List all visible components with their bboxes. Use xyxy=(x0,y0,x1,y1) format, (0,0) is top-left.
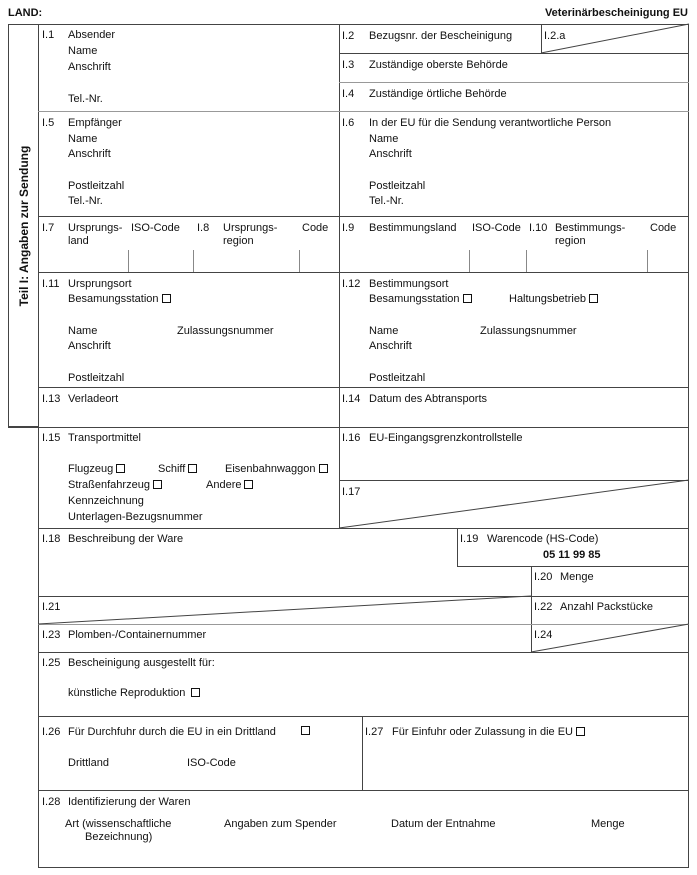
field-number: I.2.a xyxy=(544,30,566,42)
row-divider xyxy=(38,387,689,388)
field-title: Absender xyxy=(68,29,116,41)
field-title: Bestimmungs- xyxy=(555,222,626,234)
row-divider xyxy=(38,272,689,273)
field-number: I.19 xyxy=(460,533,479,545)
field-number: I.3 xyxy=(342,59,355,71)
checkbox-label: künstliche Reproduktion xyxy=(68,687,186,699)
strike-through-i24 xyxy=(531,624,689,652)
checkbox-label: Besamungsstation xyxy=(68,293,159,305)
field-number: I.9 xyxy=(342,222,355,234)
field-title: Ursprungs- xyxy=(68,222,123,234)
checkbox-holding[interactable] xyxy=(589,294,598,303)
field-title: region xyxy=(555,235,586,247)
field-title: Bescheinigung ausgestellt für: xyxy=(68,657,215,669)
row-divider xyxy=(38,111,689,112)
field-title: Plomben-/Containernummer xyxy=(68,629,207,641)
field-subtitle: Name xyxy=(369,325,399,337)
checkbox-ship[interactable] xyxy=(188,464,197,473)
field-title: Transportmittel xyxy=(68,432,141,444)
field-subtitle: Kennzeichnung xyxy=(68,495,144,507)
part-one-side-label xyxy=(8,24,38,427)
field-title: Menge xyxy=(560,571,594,583)
field-title: Ursprungsort xyxy=(68,278,132,290)
checkbox-semen-station-origin[interactable] xyxy=(162,294,171,303)
field-title: Bezugsnr. der Bescheinigung xyxy=(369,30,513,42)
checkbox-label: Schiff xyxy=(158,463,186,475)
checkbox-label: Haltungsbetrieb xyxy=(509,293,587,305)
code-label: Code xyxy=(650,222,677,234)
field-subtitle: Name xyxy=(68,45,98,57)
cell-divider xyxy=(469,250,470,272)
cell-divider xyxy=(362,716,363,790)
row-divider xyxy=(339,53,689,54)
field-title: EU-Eingangsgrenzkontrollstelle xyxy=(369,432,523,444)
field-subtitle: Postleitzahl xyxy=(369,372,426,384)
strike-through-i17 xyxy=(339,480,689,528)
checkbox-railway-wagon[interactable] xyxy=(319,464,328,473)
column-divider xyxy=(339,24,340,528)
field-subtitle: Name xyxy=(68,133,98,145)
field-title: Verladeort xyxy=(68,393,119,405)
field-title: region xyxy=(223,235,254,247)
field-subtitle: Anschrift xyxy=(68,61,111,73)
field-number: I.18 xyxy=(42,533,61,545)
row-divider xyxy=(457,566,689,567)
field-number: I.24 xyxy=(534,629,553,641)
checkbox-label: Straßenfahrzeug xyxy=(68,479,150,491)
column-header-quantity: Menge xyxy=(591,818,625,830)
field-subtitle: Zulassungsnummer xyxy=(480,325,577,337)
code-label: Code xyxy=(302,222,329,234)
checkbox-semen-station-destination[interactable] xyxy=(463,294,472,303)
checkbox-artificial-reproduction[interactable] xyxy=(191,688,200,697)
field-number: I.8 xyxy=(197,222,210,234)
row-divider xyxy=(339,82,689,83)
field-subtitle: Postleitzahl xyxy=(68,180,125,192)
row-divider xyxy=(38,652,689,653)
cell-divider xyxy=(193,250,194,272)
iso-code-label: ISO-Code xyxy=(187,757,236,769)
checkbox-aeroplane[interactable] xyxy=(116,464,125,473)
field-title: Empfänger xyxy=(68,117,122,129)
field-number: I.26 xyxy=(42,726,61,738)
field-number: I.25 xyxy=(42,657,61,669)
checkbox-import[interactable] xyxy=(576,727,585,736)
cell-divider xyxy=(128,250,129,272)
side-label-text: Teil I: Angaben zur Sendung xyxy=(16,145,31,306)
field-subtitle: Name xyxy=(369,133,399,145)
field-subtitle: Anschrift xyxy=(68,148,111,160)
checkbox-label: Besamungsstation xyxy=(369,293,460,305)
field-number: I.7 xyxy=(42,222,55,234)
field-title: Ursprungs- xyxy=(223,222,278,234)
checkbox-label: Andere xyxy=(206,479,242,491)
field-number: I.27 xyxy=(365,726,384,738)
field-subtitle: Unterlagen-Bezugsnummer xyxy=(68,511,203,523)
row-divider xyxy=(38,216,689,217)
field-title: Bestimmungsort xyxy=(369,278,449,290)
field-number: I.4 xyxy=(342,88,355,100)
field-title: Zuständige örtliche Behörde xyxy=(369,88,507,100)
field-number: I.16 xyxy=(342,432,361,444)
field-number: I.22 xyxy=(534,601,553,613)
cell-divider xyxy=(647,250,648,272)
iso-code-label: ISO-Code xyxy=(472,222,521,234)
field-subtitle: Postleitzahl xyxy=(68,372,125,384)
field-subtitle: Name xyxy=(68,325,98,337)
field-title: Warencode (HS-Code) xyxy=(487,533,599,545)
hs-code-value: 05 11 99 85 xyxy=(543,549,601,561)
field-number: I.5 xyxy=(42,117,55,129)
field-title: Beschreibung der Ware xyxy=(68,533,184,545)
row-divider xyxy=(8,427,689,428)
country-label: LAND: xyxy=(8,7,43,19)
field-number: I.2 xyxy=(342,30,355,42)
field-title: Bestimmungsland xyxy=(369,222,457,234)
checkbox-label: Flugzeug xyxy=(68,463,114,475)
column-header-species: Bezeichnung) xyxy=(85,831,153,843)
field-number: I.11 xyxy=(42,278,60,290)
cell-divider xyxy=(299,250,300,272)
field-title: Anzahl Packstücke xyxy=(560,601,653,613)
field-subtitle: Zulassungsnummer xyxy=(177,325,274,337)
field-title: Für Durchfuhr durch die EU in ein Drittland xyxy=(68,726,276,738)
field-subtitle: Postleitzahl xyxy=(369,180,426,192)
field-title: land xyxy=(68,235,89,247)
field-subtitle: Anschrift xyxy=(369,148,412,160)
row-divider xyxy=(38,790,689,791)
field-number: I.20 xyxy=(534,571,553,583)
row-divider xyxy=(38,528,689,529)
field-subtitle: Tel.-Nr. xyxy=(369,195,404,207)
checkbox-transit[interactable] xyxy=(301,726,310,735)
field-number: I.6 xyxy=(342,117,355,129)
field-number: I.1 xyxy=(42,29,55,41)
field-number: I.15 xyxy=(42,432,61,444)
field-subtitle: Anschrift xyxy=(68,340,111,352)
field-title: Identifizierung der Waren xyxy=(68,796,191,808)
strike-through-i21 xyxy=(38,596,531,624)
field-subtitle: Drittland xyxy=(68,757,109,769)
field-number: I.13 xyxy=(42,393,61,405)
checkbox-other[interactable] xyxy=(244,480,253,489)
iso-code-label: ISO-Code xyxy=(131,222,180,234)
field-subtitle: Tel.-Nr. xyxy=(68,195,103,207)
field-subtitle: Anschrift xyxy=(369,340,412,352)
field-title: Zuständige oberste Behörde xyxy=(369,59,508,71)
certificate-form xyxy=(38,24,689,868)
checkbox-label: Eisenbahnwaggon xyxy=(225,463,316,475)
field-number: I.21 xyxy=(42,601,61,613)
field-number: I.14 xyxy=(342,393,361,405)
field-subtitle: Tel.-Nr. xyxy=(68,93,103,105)
field-title: In der EU für die Sendung verantwortliche Person xyxy=(369,117,612,129)
field-number: I.23 xyxy=(42,629,61,641)
field-number: I.10 xyxy=(529,222,548,234)
row-divider xyxy=(38,716,689,717)
document-title: Veterinärbescheinigung EU xyxy=(544,7,688,19)
checkbox-road-vehicle[interactable] xyxy=(153,480,162,489)
field-number: I.28 xyxy=(42,796,61,808)
field-number: I.12 xyxy=(342,278,361,290)
field-title: Datum des Abtransports xyxy=(369,393,488,405)
cell-divider xyxy=(526,250,527,272)
column-header-species: Art (wissenschaftliche xyxy=(65,818,172,830)
column-header-donor: Angaben zum Spender xyxy=(224,818,337,830)
column-header-collection-date: Datum der Entnahme xyxy=(391,818,496,830)
cell-divider xyxy=(457,528,458,566)
field-title: Für Einfuhr oder Zulassung in die EU xyxy=(392,726,573,738)
field-number: I.17 xyxy=(342,486,361,498)
